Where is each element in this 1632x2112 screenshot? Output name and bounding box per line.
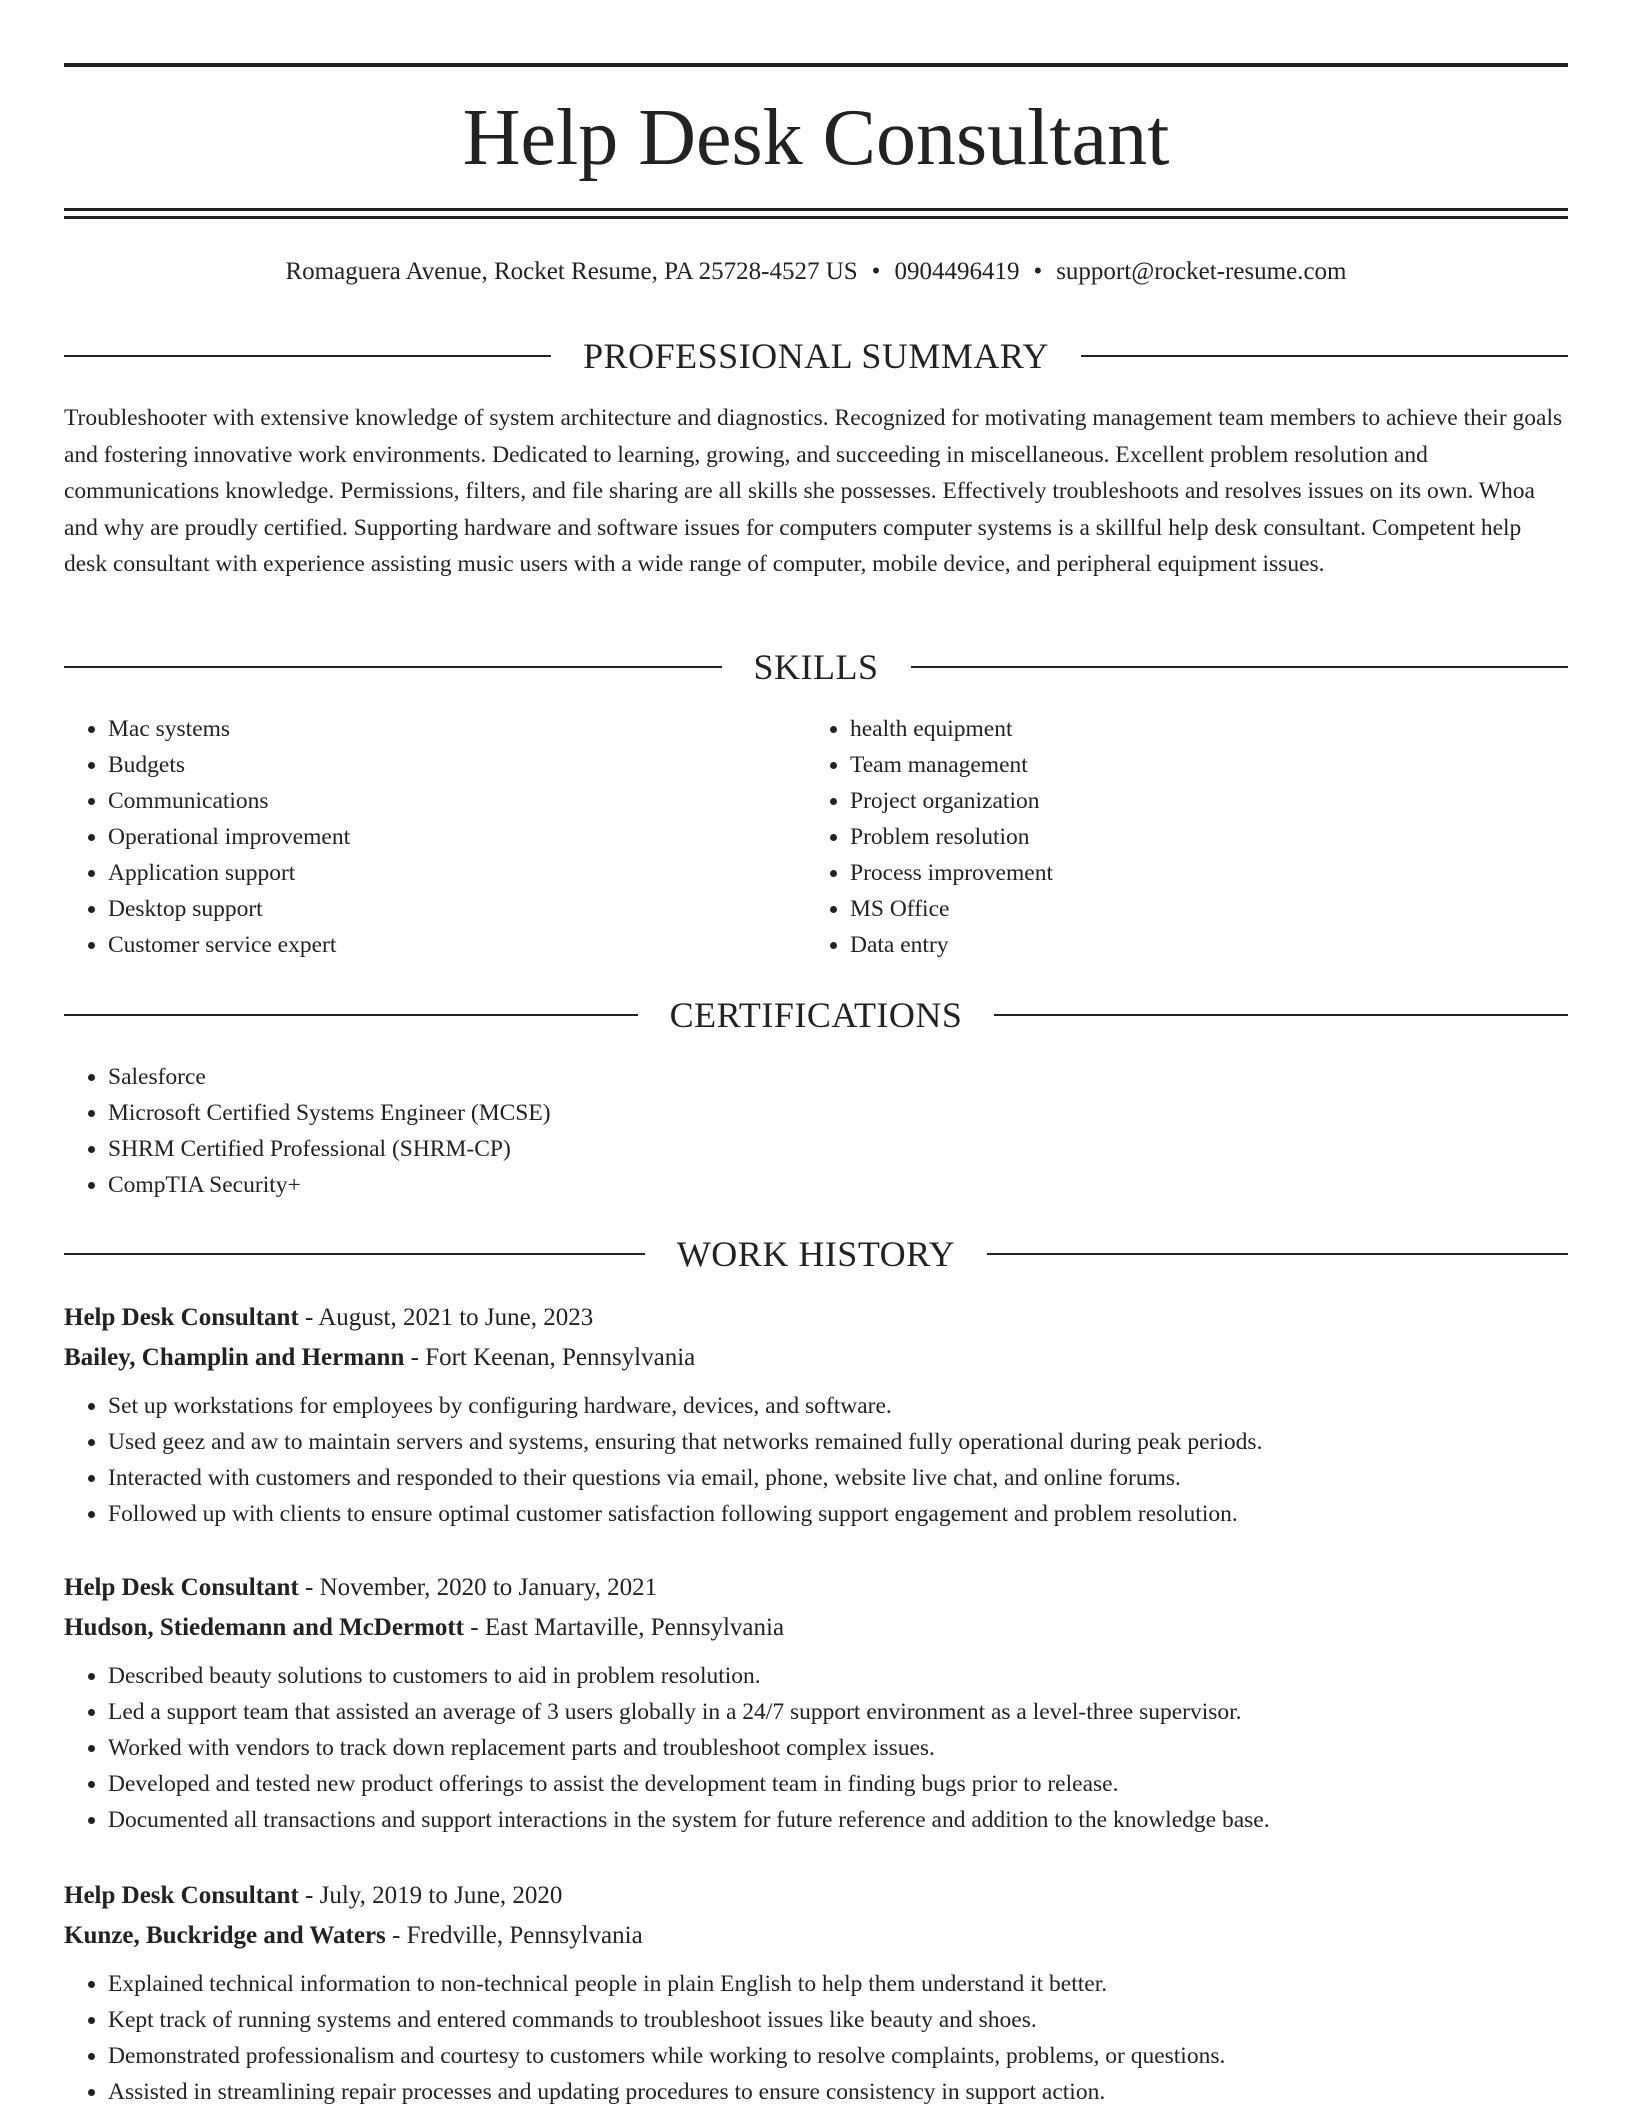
section-divider (994, 1014, 1568, 1016)
section-divider (987, 1253, 1568, 1255)
job-dates: July, 2019 to June, 2020 (319, 1882, 563, 1909)
job-bullet: • Assisted in streamlining repair processes and updating procedures to ensure consistency in support action. (108, 2074, 1568, 2110)
job-company: Hudson, Stiedemann and McDermott (64, 1614, 465, 1641)
certification-item: • Microsoft Certified Systems Engineer (MCSE) (108, 1095, 1464, 1131)
certification-item: • CompTIA Security+ (108, 1167, 1464, 1203)
job-title-line: Help Desk Consultant - August, 2021 to June, 2023 (64, 1304, 594, 1331)
job-company-line: Bailey, Champlin and Hermann - Fort Keenan, Pennsylvania (64, 1344, 696, 1371)
job-dates: August, 2021 to June, 2023 (318, 1304, 594, 1331)
section-header-work (64, 1232, 1568, 1276)
contact-separator: • (871, 258, 881, 285)
certifications-list (64, 1059, 1464, 1203)
job-title-line: Help Desk Consultant - July, 2019 to June, 2020 (64, 1882, 563, 1909)
job-bullet: • Interacted with customers and responded to their questions via email, phone, website live chat, and online forums. (108, 1460, 1568, 1496)
skill-item: • Process improvement (850, 855, 1506, 891)
job-entry (64, 1298, 1568, 1532)
job-bullet: • Used geez and aw to maintain servers and systems, ensuring that networks remained fully operational during peak periods. (108, 1424, 1568, 1460)
job-company: Bailey, Champlin and Hermann (64, 1344, 405, 1371)
section-divider (64, 1253, 645, 1255)
certification-item: • Salesforce (108, 1059, 1464, 1095)
section-divider (64, 355, 551, 357)
job-location: East Martaville, Pennsylvania (484, 1614, 785, 1641)
job-bullet: • Demonstrated professionalism and courtesy to customers while working to resolve complaints, problems, or questions. (108, 2038, 1568, 2074)
section-divider (64, 666, 722, 668)
job-bullet: • Led a support team that assisted an average of 3 users globally in a 24/7 support environment as a level-three supervisor. (108, 1694, 1568, 1730)
job-title: Help Desk Consultant (64, 1882, 299, 1909)
job-bullet: • Kept track of running systems and entered commands to troubleshoot issues like beauty and shoes. (108, 2002, 1568, 2038)
job-bullet: • Worked with vendors to track down replacement parts and troubleshoot complex issues. (108, 1730, 1568, 1766)
section-divider (911, 666, 1569, 668)
skill-item: • Data entry (850, 927, 1506, 963)
contact-separator: • (1033, 258, 1043, 285)
header-rule-upper (64, 208, 1568, 211)
skill-item: • Communications (108, 783, 764, 819)
job-entry (64, 1568, 1568, 1838)
job-bullet: • Documented all transactions and support interactions in the system for future reference and addition to the knowledge base. (108, 1802, 1568, 1838)
job-bullet: • Set up workstations for employees by configuring hardware, devices, and software. (108, 1388, 1568, 1424)
skill-item: • Application support (108, 855, 764, 891)
skills-column-left (64, 711, 764, 963)
skill-item: • Desktop support (108, 891, 764, 927)
job-dates: November, 2020 to January, 2021 (319, 1574, 658, 1601)
skill-item: • health equipment (850, 711, 1506, 747)
job-company: Kunze, Buckridge and Waters (64, 1922, 386, 1949)
section-title-skills: SKILLS (753, 647, 879, 687)
skill-item: • Operational improvement (108, 819, 764, 855)
section-header-certifications (64, 993, 1568, 1037)
skill-item: • Budgets (108, 747, 764, 783)
section-title-certifications: CERTIFICATIONS (669, 995, 963, 1035)
section-header-summary (64, 334, 1568, 378)
job-bullet: • Developed and tested new product offerings to assist the development team in finding bugs prior to release. (108, 1766, 1568, 1802)
certification-item: • SHRM Certified Professional (SHRM-CP) (108, 1131, 1464, 1167)
contact-line (64, 254, 1568, 290)
job-title: Help Desk Consultant (64, 1574, 299, 1601)
section-header-skills (64, 645, 1568, 689)
job-entry (64, 1876, 1568, 2110)
section-title-summary: PROFESSIONAL SUMMARY (583, 336, 1049, 376)
job-company-line: Kunze, Buckridge and Waters - Fredville, Pennsylvania (64, 1922, 643, 1949)
skill-item: • MS Office (850, 891, 1506, 927)
job-location: Fredville, Pennsylvania (406, 1922, 643, 1949)
contact-phone: 0904496419 (894, 258, 1020, 285)
job-bullet: • Explained technical information to non-technical people in plain English to help them understand it better. (108, 1966, 1568, 2002)
skill-item: • Team management (850, 747, 1506, 783)
skill-item: • Project organization (850, 783, 1506, 819)
job-company-line: Hudson, Stiedemann and McDermott - East Martaville, Pennsylvania (64, 1614, 785, 1641)
skills-column-right (806, 711, 1506, 963)
section-title-work: WORK HISTORY (676, 1234, 956, 1274)
job-title-line: Help Desk Consultant - November, 2020 to January, 2021 (64, 1574, 658, 1601)
candidate-name: Help Desk Consultant (462, 94, 1170, 182)
job-location: Fort Keenan, Pennsylvania (425, 1344, 696, 1371)
contact-address: Romaguera Avenue, Rocket Resume, PA 25728-4527 US (285, 258, 858, 285)
skill-item: • Mac systems (108, 711, 764, 747)
contact-email: support@rocket-resume.com (1056, 258, 1347, 285)
job-bullet: • Followed up with clients to ensure optimal customer satisfaction following support engagement and problem resolution. (108, 1496, 1568, 1532)
skill-item: • Problem resolution (850, 819, 1506, 855)
job-title: Help Desk Consultant (64, 1304, 299, 1331)
header-rule-lower (64, 216, 1568, 219)
summary-paragraph: Troubleshooter with extensive knowledge of system architecture and diagnostics. Recognized for motivating management team members to achieve their goals and fostering innovative work environments. Dedicated to learning, growing, and succeeding in miscellaneous. Excellent problem resolution and communications knowledge. Permissions, filters, and file sharing are all skills she possesses. Effectively troubleshoots and resolves issues on its own. Whoa and why are proudly certified. Supporting hardware and software issues for computers computer systems is a skillful help desk consultant. Competent help desk consultant with experience assisting music users with a wide range of computer, mobile device, and peripheral equipment issues. (64, 405, 1563, 577)
section-divider (1081, 355, 1568, 357)
skill-item: • Customer service expert (108, 927, 764, 963)
job-bullet: • Described beauty solutions to customers to aid in problem resolution. (108, 1658, 1568, 1694)
section-divider (64, 1014, 638, 1016)
header-top-rule (64, 63, 1568, 67)
